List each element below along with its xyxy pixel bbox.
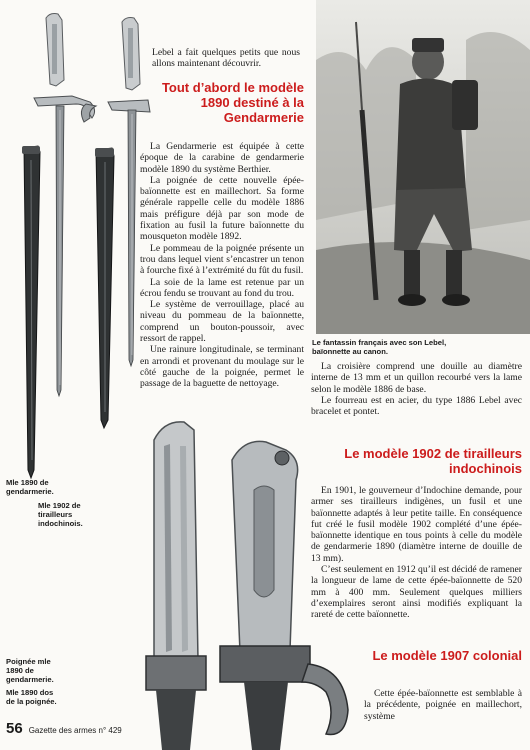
right-paragraph-2: Le fourreau est en acier, du type 1886 Lebel avec bracelet et pontet.: [311, 394, 522, 418]
section1-paragraph-4: La soie de la lame est retenue par un écrou fendu se trouvant au fond du trou.: [140, 276, 304, 299]
caption-soldier: Le fantassin français avec son Lebel, baïonnette au canon.: [312, 338, 447, 356]
handle-1890-closeup: [146, 422, 206, 750]
bayonet-1890-illustration: [34, 14, 95, 397]
soldier-illustration: [316, 0, 530, 334]
section1-paragraph-1: La Gendarmerie est équipée à cette époque de la carabine de gendarmerie modèle 1890 du système Berthier.: [140, 141, 304, 175]
section1-paragraph-5: Le système de verrouillage, placé au niveau du pommeau de la baïonnette, comprend un bouton-poussoir, avec ressort de rappel.: [140, 299, 304, 345]
caption-mle1902: Mle 1902 de tirailleurs indochinois.: [38, 501, 83, 528]
page-footer: [6, 720, 122, 740]
scabbard-1902-illustration: [95, 148, 114, 428]
section2-paragraph-2: C’est seulement en 1912 qu’il est décidé de ramener la longueur de lame de cette épée-baïonnette de 520 mm à 400 mm. Seulement quelques milliers d’exemplaires seront ainsi modifiés expliquant la rareté de cette baïonnette.: [311, 564, 522, 621]
scabbard-1890-illustration: [22, 146, 40, 478]
page-number: 56: [6, 720, 23, 737]
section1-body: [140, 141, 304, 390]
caption-mle1890: Mle 1890 de gendarmerie.: [6, 478, 54, 496]
caption-poignee: Poignée mle 1890 de gendarmerie.: [6, 657, 54, 684]
section1-heading: Tout d’abord le modèle 1890 destiné à la Gendarmerie: [161, 80, 304, 125]
bayonets-1890-1902-image: [0, 0, 160, 500]
magazine-name: Gazette des armes n° 429: [28, 726, 122, 735]
section3-paragraph-1: Cette épée-baïonnette est semblable à la précédente, poignée en maillechort, système: [364, 688, 522, 722]
section2-heading: Le modèle 1902 de tirailleurs indochinois: [344, 446, 522, 476]
intro-text: [152, 47, 300, 70]
handle-closeups-image: [140, 420, 370, 750]
section3-heading: Le modèle 1907 colonial: [372, 648, 522, 663]
section1-paragraph-6: Une rainure longitudinale, se terminant en arrondi et provenant du moulage sur le côté gauche de la poignée, permet le passage de la baguette de nettoyage.: [140, 344, 304, 390]
right-paragraph-1: La croisière comprend une douille au diamètre interne de 13 mm et un quillon recourbé vers la lame selon le modèle 1886 de base.: [311, 361, 522, 395]
caption-dos: Mle 1890 dos de la poignée.: [6, 688, 57, 706]
section3-body: [364, 688, 522, 722]
handle-1890-back-closeup: [220, 441, 348, 750]
section1-paragraph-3: Le pommeau de la poignée présente un trou dans lequel vient s’encastrer un tenon à fourche fixé à l’extrémité du fût du fusil.: [140, 242, 304, 277]
intro-paragraph: Lebel a fait quelques petits que nous allons maintenant découvrir.: [152, 47, 300, 70]
section2-paragraph-1: En 1901, le gouverneur d’Indochine demande, pour armer ses tirailleurs indigènes, un fusil et une baïonnette adaptés à leur petite taille. En conséquence fut créé le fusil modèle 1902 complété d’une épée-baïonnette identique en tous points à celle du modèle de gendarmerie 1890 (diamètre interne de douille de 13 mm).: [311, 485, 522, 564]
section1-paragraph-2: La poignée de cette nouvelle épée-baïonnette est en maillechort. Sa forme générale rappelle celle du modèle 1886 mais préfigure déjà par son mode de fixation au fusil la future baïonnette du mousqueton modèle 1892.: [140, 174, 304, 243]
right-column-body: [311, 361, 522, 417]
